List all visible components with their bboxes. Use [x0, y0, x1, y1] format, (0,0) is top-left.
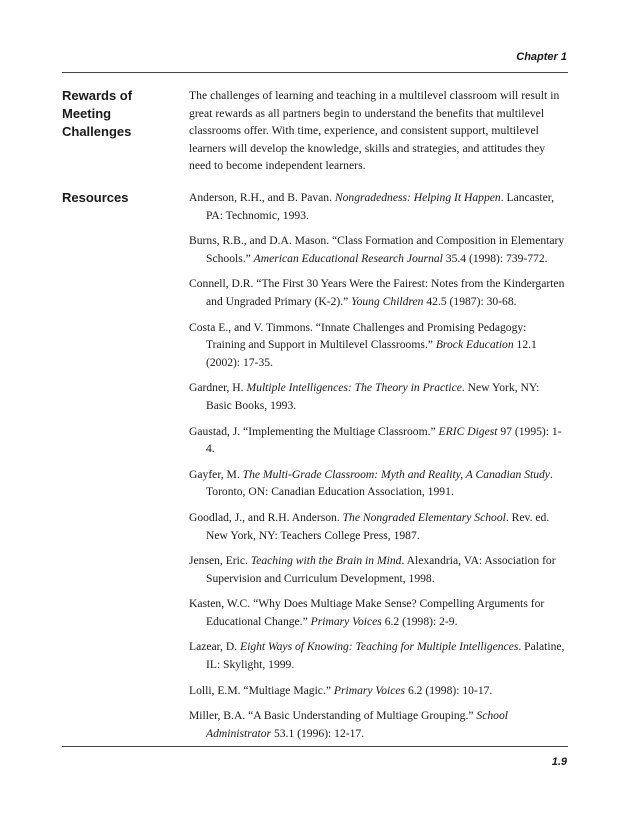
rewards-heading-line: Rewards of	[62, 88, 133, 103]
reference-title: Young Children	[351, 294, 424, 308]
reference-text: . Palatine, IL: Skylight, 1999.	[206, 640, 565, 672]
reference-title: School Administrator	[206, 709, 508, 740]
reference-text: . Alexandria, VA: Association for Supervision and Curriculum Development, 1998.	[206, 554, 556, 585]
reference-text: Gayfer, M.	[189, 467, 243, 481]
reference-entry	[189, 379, 567, 414]
reference-title: Teaching with the Brain in Mind	[250, 554, 402, 568]
reference-text: Connell, D.R. “The First 30 Years Were the Fairest: Notes from the Kindergarten and Ungraded Primary (K-2).”	[189, 277, 565, 308]
reference-entry	[189, 595, 567, 630]
reference-text: Gaustad, J. “Implementing the Multiage Classroom.”	[189, 424, 439, 438]
reference-text: Gardner, H.	[189, 381, 247, 395]
reference-entry	[189, 466, 567, 501]
reference-entry	[189, 232, 567, 267]
reference-text: Kasten, W.C. “Why Does Multiage Make Sense? Compelling Arguments for Educational Change.”	[189, 597, 545, 628]
resources-heading: Resources	[62, 190, 129, 205]
chapter-label: Chapter 1	[516, 51, 567, 63]
reference-text: . Rev. ed. New York, NY: Teachers College Press, 1987.	[206, 510, 550, 542]
reference-entry	[189, 707, 567, 742]
resources-section	[189, 189, 567, 750]
reference-entry	[189, 682, 567, 700]
reference-title: Nongradedness: Helping It Happen	[334, 191, 501, 204]
reference-text: 53.1 (1996): 12-17.	[271, 726, 365, 740]
reference-text: 42.5 (1987): 30-68.	[423, 294, 517, 308]
reference-text: 35.4 (1998): 739-772.	[442, 251, 548, 265]
reference-title: American Educational Research Journal	[253, 251, 443, 265]
reference-text: 12.1 (2002): 17-35.	[206, 338, 537, 369]
reference-entry	[189, 189, 567, 224]
rewards-paragraph: The challenges of learning and teaching in a multilevel classroom will result in great rewards as all partners begin to understand the benefits that multilevel classrooms offer. With time, experience, and consistent support, multilevel learners will develop the knowledge, skills and strategies, and attitudes they need to become independent learners.	[189, 89, 560, 173]
reference-text: Lazear, D.	[189, 640, 241, 654]
reference-title: Multiple Intelligences: The Theory in Practice	[246, 381, 462, 395]
reference-text: Burns, R.B., and D.A. Mason. “Class Formation and Composition in Elementary Schools.”	[189, 234, 565, 265]
rewards-heading	[62, 87, 172, 141]
reference-entry	[189, 319, 567, 372]
reference-title: The Nongraded Elementary School	[342, 510, 506, 524]
footer-rule	[62, 746, 568, 747]
page-number: 1.9	[551, 756, 567, 768]
reference-text: Lolli, E.M. “Multiage Magic.”	[189, 683, 334, 697]
reference-entry	[189, 509, 567, 544]
reference-entry	[189, 275, 567, 310]
reference-title: Eight Ways of Knowing: Teaching for Multiple Intelligences	[240, 640, 519, 654]
reference-text: Miller, B.A. “A Basic Understanding of Multiage Grouping.”	[189, 709, 477, 723]
rewards-heading-line: Challenges	[62, 124, 132, 139]
reference-text: . New York, NY: Basic Books, 1993.	[206, 381, 540, 412]
reference-title: ERIC Digest	[438, 424, 498, 438]
reference-title: Brock Education	[435, 338, 514, 352]
reference-text: Jensen, Eric.	[189, 554, 251, 568]
reference-text: Costa E., and V. Timmons. “Innate Challenges and Promising Pedagogy: Training and Support in Multilevel Classrooms.”	[189, 320, 527, 352]
reference-text: Goodlad, J., and R.H. Anderson.	[189, 510, 343, 524]
reference-text: 97 (1995): 1-4.	[206, 424, 562, 456]
reference-text: 6.2 (1998): 10-17.	[405, 683, 493, 697]
reference-text: Anderson, R.H., and B. Pavan.	[189, 191, 335, 204]
reference-entry	[189, 638, 567, 673]
reference-title: Primary Voices	[333, 683, 406, 697]
reference-text: . Toronto, ON: Canadian Education Association, 1991.	[206, 467, 553, 499]
rewards-section	[189, 87, 567, 175]
reference-title: The Multi-Grade Classroom: Myth and Reality, A Canadian Study	[242, 467, 550, 481]
reference-title: Primary Voices	[310, 614, 382, 628]
reference-list	[189, 189, 567, 742]
reference-entry	[189, 423, 567, 458]
reference-text: . Lancaster, PA: Technomic, 1993.	[206, 191, 555, 222]
reference-entry	[189, 552, 567, 587]
reference-text: 6.2 (1998): 2-9.	[381, 614, 458, 628]
header-rule	[62, 72, 568, 73]
rewards-heading-line: Meeting	[62, 106, 112, 121]
